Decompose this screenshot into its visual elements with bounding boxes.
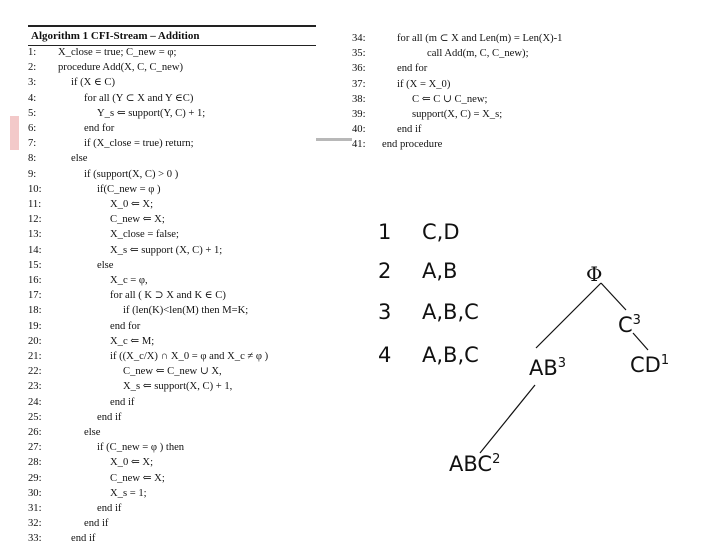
line-code: end if — [84, 518, 109, 530]
line-number: 3: — [28, 77, 37, 89]
tree-node-cd — [630, 354, 669, 376]
node-label: AB — [529, 356, 558, 380]
line-code: end if — [97, 503, 122, 514]
line-code: if (C_new = φ ) then — [97, 442, 185, 454]
transaction-items: A,B — [422, 259, 458, 283]
transaction-id: 2 — [378, 259, 392, 283]
line-code: X_0 ⇐ X; — [110, 199, 154, 210]
line-number: 32: — [28, 518, 42, 530]
line-number: 35: — [352, 48, 366, 60]
line-code: support(X, C) = X_s; — [412, 109, 503, 120]
line-code: X_close = true; C_new = φ; — [58, 47, 177, 58]
line-code: for all ( K ⊃ X and K ∈ C) — [110, 290, 226, 302]
line-number: 38: — [352, 93, 366, 105]
line-code: for all (m ⊂ X and Len(m) = Len(X)-1 — [397, 33, 563, 44]
line-number: 25: — [28, 411, 42, 423]
line-code: if ((X_c/X) ∩ X_0 = φ and X_c ≠ φ ) — [110, 351, 269, 362]
tree-root-node: Φ — [586, 262, 603, 286]
line-number: 28: — [28, 457, 42, 469]
line-number: 5: — [28, 107, 37, 119]
line-code: X_s = 1; — [110, 487, 147, 499]
line-number: 1: — [28, 47, 37, 58]
line-code: if (X_close = true) return; — [84, 138, 194, 150]
line-code: end if — [97, 411, 122, 423]
edge-ab-abc — [480, 385, 535, 453]
line-number: 22: — [28, 366, 42, 378]
line-code: end for — [397, 63, 428, 75]
line-code: procedure Add(X, C, C_new) — [58, 62, 184, 74]
line-code: end for — [84, 123, 115, 134]
line-number: 30: — [28, 487, 42, 499]
line-number: 40: — [352, 124, 366, 136]
line-code: X_s ⇐ support(X, C) + 1, — [123, 381, 233, 393]
tree-node-ab — [529, 357, 566, 379]
node-label: CD — [630, 353, 661, 377]
line-number: 18: — [28, 305, 42, 317]
transaction-id: 4 — [378, 343, 392, 367]
line-code: X_close = false; — [110, 229, 179, 241]
line-code: if (len(K)<len(M) then M=K; — [123, 305, 249, 317]
tree-node-abc — [449, 453, 500, 475]
line-number: 11: — [28, 199, 42, 210]
line-code: C_new ⇐ X; — [110, 472, 165, 484]
line-code: C_new ⇐ X; — [110, 214, 165, 226]
line-number: 36: — [352, 63, 366, 75]
line-code: if(C_new = φ ) — [97, 183, 161, 195]
line-code: X_0 ⇐ X; — [110, 457, 154, 469]
line-number: 9: — [28, 168, 37, 180]
transaction-items: A,B,C — [422, 300, 479, 324]
node-support: 2 — [492, 452, 501, 467]
line-code: end procedure — [382, 139, 443, 151]
line-code: end if — [71, 533, 96, 545]
line-number: 33: — [28, 533, 42, 545]
transaction-items: C,D — [422, 220, 460, 244]
line-code: X_s ⇐ support (X, C) + 1; — [110, 244, 223, 256]
line-code: X_c ⇐ M; — [110, 335, 155, 347]
line-number: 24: — [28, 396, 42, 408]
line-code: else — [71, 153, 88, 165]
algorithm-title: Algorithm 1 CFI-Stream – Addition — [28, 25, 316, 46]
line-number: 41: — [352, 139, 366, 151]
line-number: 39: — [352, 109, 366, 120]
line-code: if (X ∈ C) — [71, 77, 116, 89]
line-number: 2: — [28, 62, 37, 74]
line-number: 17: — [28, 290, 42, 302]
line-code: for all (Y ⊂ X and Y ∈C) — [84, 92, 194, 104]
line-number: 27: — [28, 442, 42, 454]
transaction-id: 3 — [378, 300, 392, 324]
node-support: 3 — [557, 356, 567, 371]
line-number: 34: — [352, 33, 366, 44]
line-number: 12: — [28, 214, 42, 226]
line-code: if (X = X_0) — [397, 78, 451, 90]
line-code: Y_s ⇐ support(Y, C) + 1; — [97, 107, 206, 119]
line-code: else — [84, 427, 101, 438]
line-number: 14: — [28, 244, 42, 256]
line-number: 8: — [28, 153, 37, 165]
line-number: 19: — [28, 320, 42, 332]
line-number: 6: — [28, 123, 37, 134]
line-number: 26: — [28, 427, 42, 438]
line-code: end if — [110, 396, 135, 408]
transaction-items: A,B,C — [422, 343, 479, 367]
line-number: 29: — [28, 472, 42, 484]
line-number: 23: — [28, 381, 42, 393]
node-label: ABC — [449, 452, 493, 476]
line-number: 21: — [28, 351, 42, 362]
line-number: 31: — [28, 503, 42, 514]
line-number: 37: — [352, 78, 366, 90]
node-label: C — [618, 313, 633, 337]
line-code: else — [97, 259, 114, 271]
line-code: if (support(X, C) > 0 ) — [84, 168, 179, 180]
edge-root-ab — [536, 283, 601, 348]
edge-root-c — [601, 283, 626, 310]
line-code: C_new ⇐ C_new ∪ X, — [123, 366, 222, 378]
line-code: call Add(m, C, C_new); — [427, 48, 529, 60]
node-support: 3 — [632, 313, 641, 328]
line-number: 4: — [28, 92, 37, 104]
line-number: 10: — [28, 183, 42, 195]
line-code: C ⇐ C ∪ C_new; — [412, 93, 488, 105]
transaction-id: 1 — [378, 220, 392, 244]
line-code: end if — [397, 124, 422, 136]
line-code: X_c = φ, — [110, 275, 148, 286]
line-number: 16: — [28, 275, 42, 286]
line-number: 7: — [28, 138, 37, 150]
tree-node-c — [618, 314, 641, 336]
line-number: 13: — [28, 229, 42, 241]
line-number: 20: — [28, 335, 42, 347]
line-code: end for — [110, 320, 141, 332]
node-support: 1 — [660, 353, 670, 368]
line-number: 15: — [28, 259, 42, 271]
